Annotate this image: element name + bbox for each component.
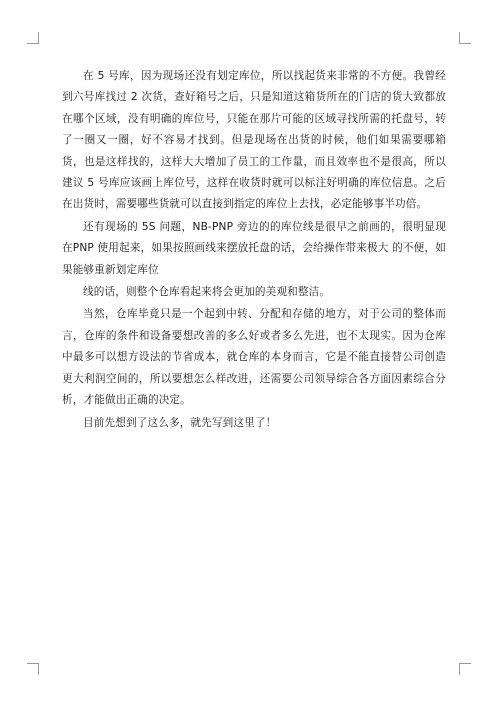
- crop-mark-bottom-right: [459, 663, 471, 675]
- paragraph-closing: 目前先想到了这么多，就先写到这里了！: [83, 416, 277, 429]
- paragraph-5s-issue: 还有现场的 5S 问题，NB-PNP 旁边的的库位线是很早之前画的，很明显现在PNP 使用起来，如果按照画线来摆放托盘的话，会给操作带来极大 的不便，如果能够重新划定库位: [62, 220, 446, 276]
- crop-mark-top-right: [459, 32, 471, 44]
- paragraph-5s-continued: 线的话，则整个仓库看起来将会更加的美观和整洁。: [83, 286, 331, 299]
- crop-mark-top-left: [27, 32, 39, 44]
- crop-mark-bottom-left: [27, 663, 39, 675]
- document-body: [62, 66, 446, 434]
- paragraph-warehouse-conclusion: 当然，仓库毕竟只是一个起到中转、分配和存储的地方，对于公司的整体而言，仓库的条件和设备要想改善的多么好或者多么先进，也不太现实。因为仓库中最多可以想方设法的节省成本，就仓库的本身而言，它是不能直接替公司创造更大利润空间的，所以要想怎么样改进，还需要公司领导综合各方面因素综合分析，才能做出正确的决定。: [62, 308, 446, 407]
- paragraph-warehouse-5-location: 在 5 号库，因为现场还没有划定库位，所以找起货来非常的不方便。我曾经到六号库找过 2 次货，查好箱号之后，只是知道这箱货所在的门店的货大致都放在哪个区域，没有明确的库位号，只能在那片可能的区域寻找所需的托盘号，转了一圈又一圈，好不容易才找到。但是现场在出货的时候，他们如果需要哪箱货，也是这样找的，这样大大增加了员工的工作量，而且效率也不是很高，所以建议 5 号库应该画上库位号，这样在收货时就可以标注好明确的库位信息。之后在出货时，需要哪些货就可以直接到指定的库位上去找，必定能够事半功倍。: [62, 70, 446, 211]
